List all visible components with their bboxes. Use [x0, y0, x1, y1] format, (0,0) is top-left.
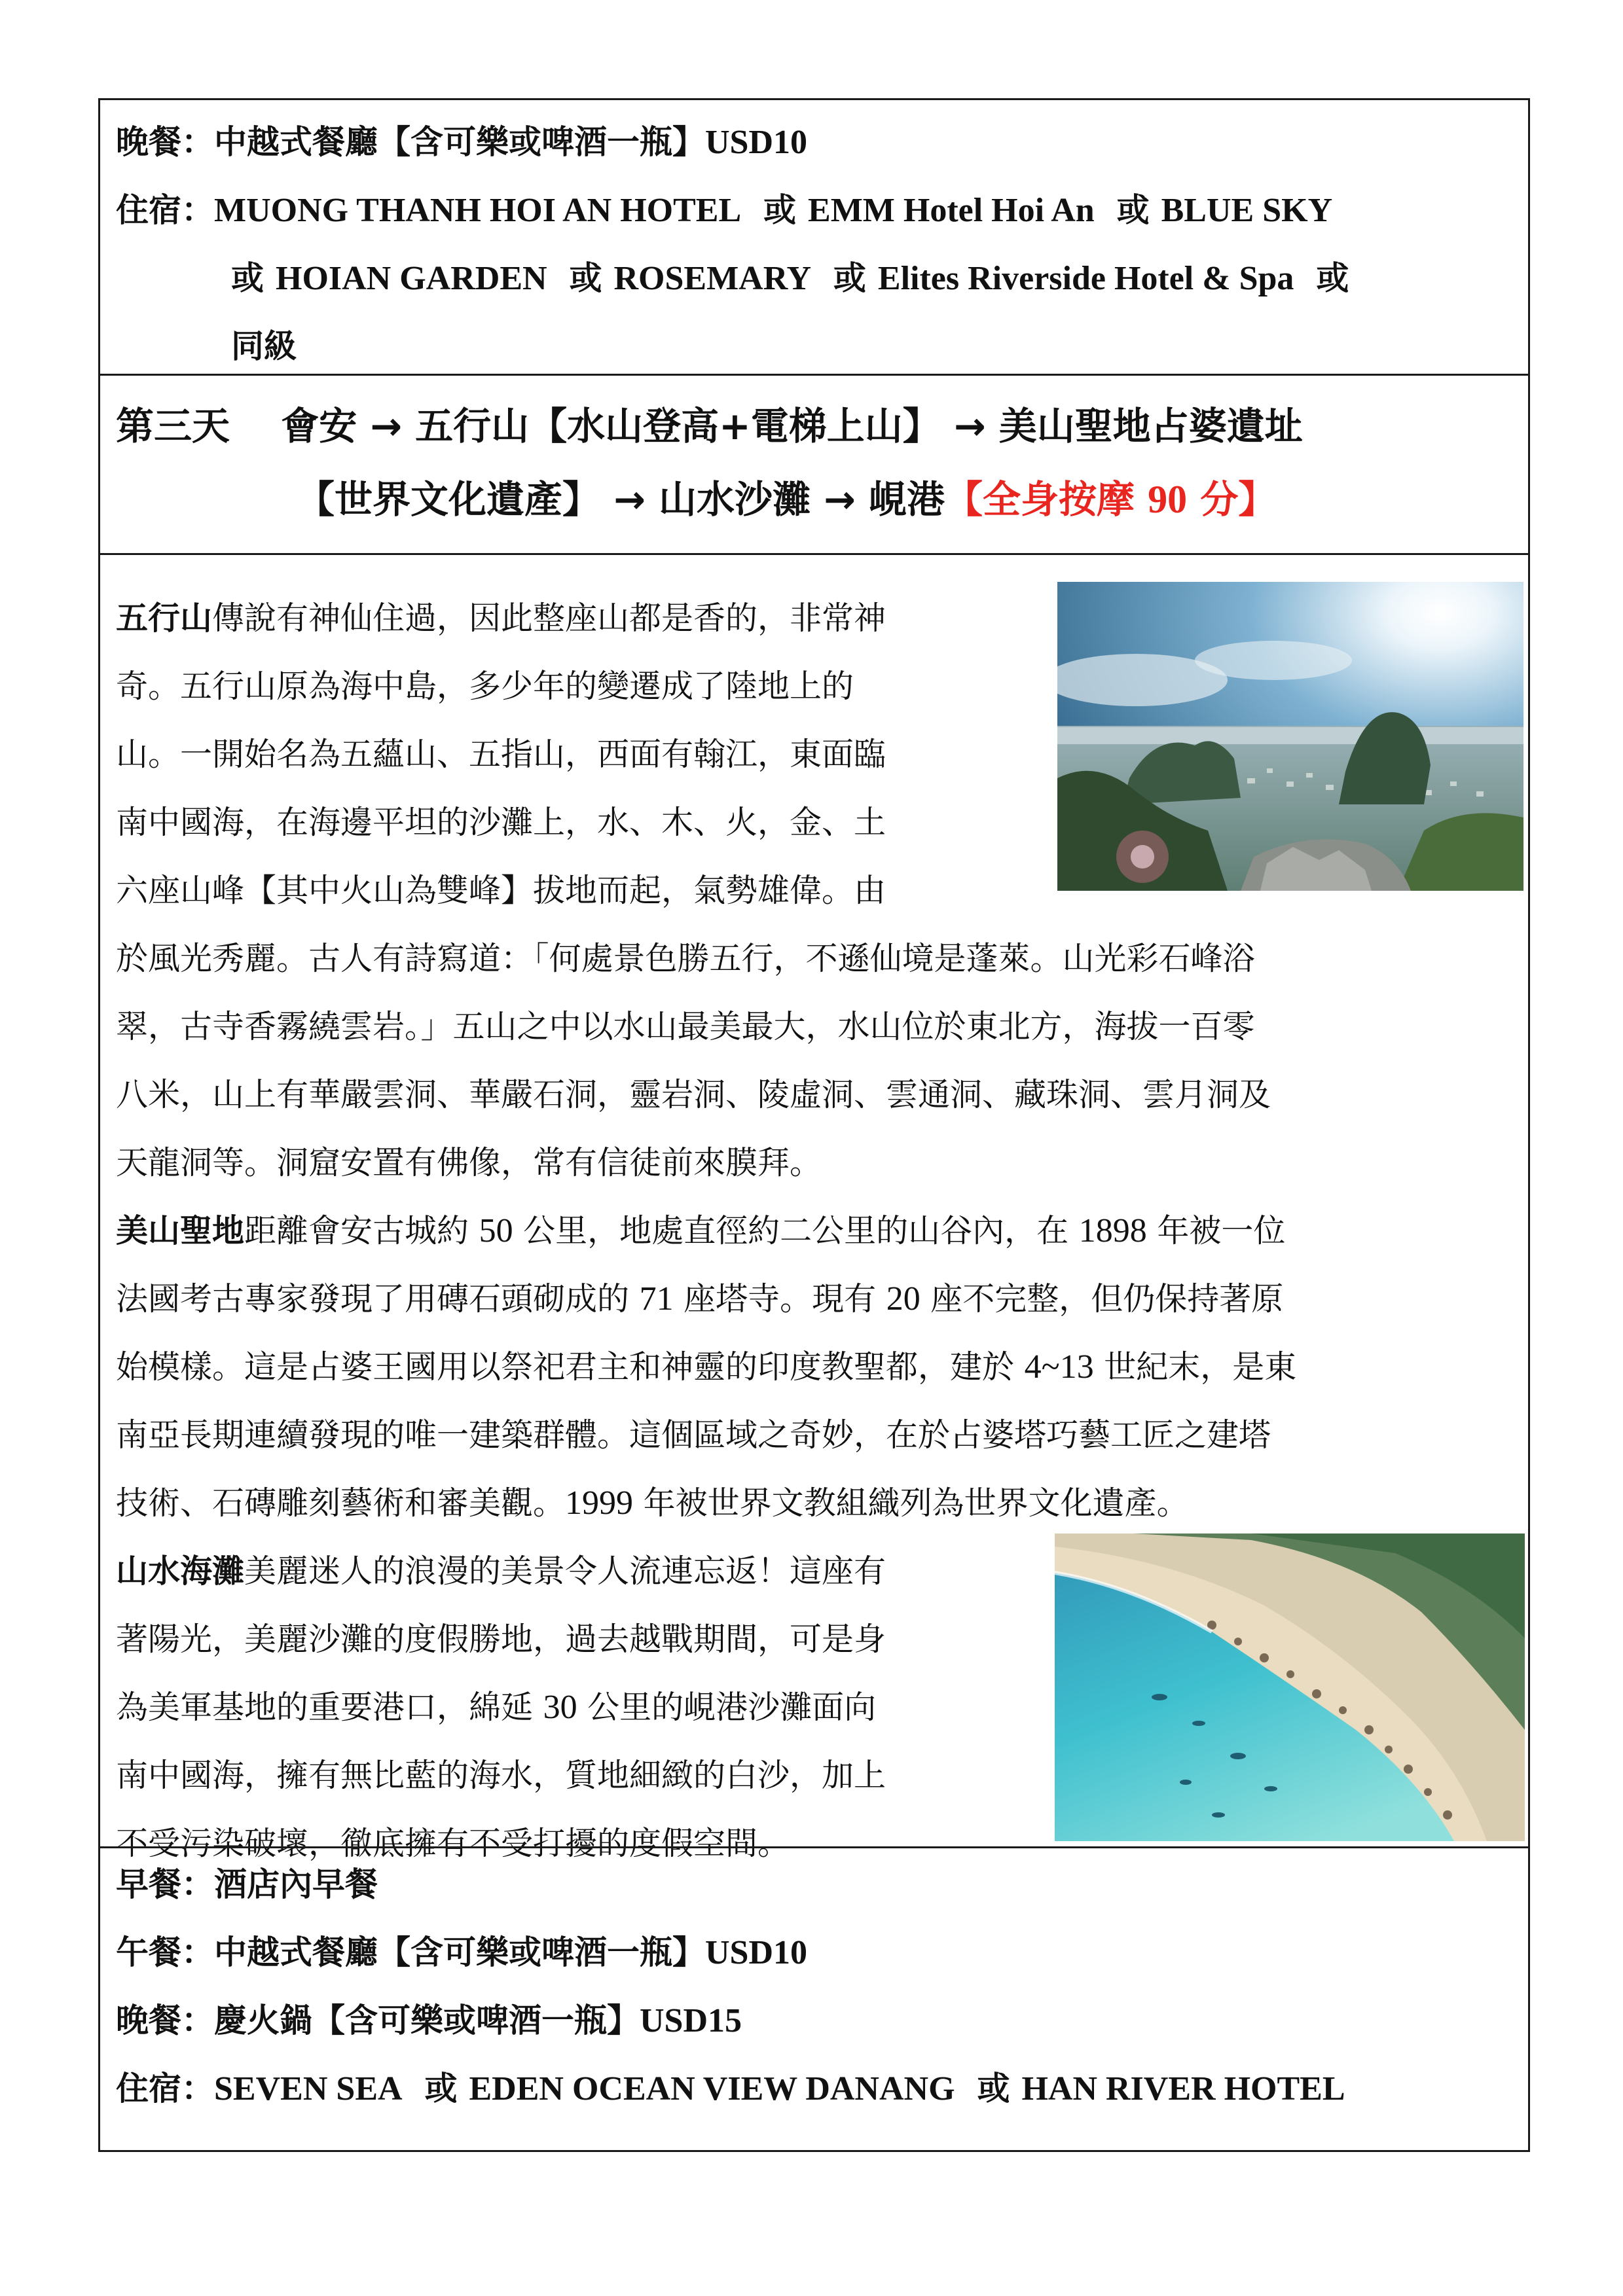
divider: [100, 374, 1528, 376]
hotel-row-2: [231, 244, 1349, 312]
day-title-line-2: [297, 463, 1276, 536]
day-title-route: 【世界文化遺產】 → 山水沙灘 → 峴港: [297, 477, 945, 522]
text-line: 不受污染破壞，徹底擁有不受打擾的度假空間。: [116, 1825, 790, 1862]
lunch-price: USD10: [705, 1934, 808, 1971]
hotel-row-1: [116, 176, 1332, 244]
text-segment: 座塔寺。現有: [673, 1280, 886, 1318]
hotel-row: [116, 2054, 1345, 2123]
or-text: 或: [763, 191, 797, 229]
paragraph-marble-mountains: [116, 584, 1271, 1197]
divider: [100, 1846, 1528, 1848]
hotel-name: HOIAN GARDEN: [276, 260, 547, 297]
text-segment: 美麗迷人的浪漫的美景令人流連忘返！這座有: [244, 1552, 886, 1590]
breakfast-row: [116, 1850, 378, 1918]
lunch-label: 午餐：: [116, 1933, 214, 1971]
massage-text: 【全身按摩: [944, 477, 1148, 522]
section-heading: 山水海灘: [116, 1552, 245, 1590]
number: 30: [543, 1689, 577, 1726]
hotel-name: BLUE SKY: [1161, 192, 1333, 229]
text-line: 山。一開始名為五蘊山、五指山，西面有翰江，東面臨: [116, 736, 886, 773]
text-line: 於風光秀麗。古人有詩寫道：「何處景色勝五行，不遜仙境是蓬萊。山光彩石峰浴: [116, 940, 1255, 977]
section-heading: 美山聖地: [116, 1212, 245, 1249]
text-line: 著陽光，美麗沙灘的度假勝地，過去越戰期間，可是身: [116, 1621, 886, 1658]
text-line: [116, 1265, 1296, 1333]
number: 20: [886, 1280, 921, 1318]
hotel-name: SEVEN SEA: [214, 2070, 403, 2108]
dinner-row: [116, 1986, 742, 2054]
itinerary-table: [98, 98, 1530, 2152]
text-line: 八米，山上有華嚴雲洞、華嚴石洞，靈岩洞、陵虛洞、雲通洞、藏珠洞、雲月洞及: [116, 1076, 1271, 1113]
massage-minutes: 90: [1148, 478, 1188, 521]
text-segment: 座不完整，但仍保持著原: [920, 1280, 1284, 1318]
hotel-label: 住宿：: [116, 191, 214, 229]
divider: [100, 553, 1528, 555]
text-line: 南亞長期連續發現的唯一建築群體。這個區域之奇妙，在於占婆塔巧藝工匠之建塔: [116, 1416, 1271, 1454]
text-segment: 公里的峴港沙灘面向: [577, 1689, 877, 1726]
or-text: 或: [231, 259, 264, 297]
section-heading: 五行山: [116, 600, 213, 637]
breakfast-text: 酒店內早餐: [214, 1865, 378, 1903]
lunch-row: [116, 1918, 807, 1986]
text-line: [116, 1197, 1296, 1265]
text-line: [116, 1674, 886, 1742]
dinner-label: 晚餐：: [116, 123, 214, 161]
massage-highlight: [945, 477, 1276, 522]
text-segment: 距離會安古城約: [244, 1212, 479, 1249]
text-segment: 法國考古專家發現了用磚石頭砌成的: [116, 1280, 640, 1318]
dinner-label: 晚餐：: [116, 2001, 214, 2039]
hotel-name: HAN RIVER HOTEL: [1021, 2070, 1345, 2108]
number: 4~13: [1024, 1348, 1094, 1386]
text-segment: 為美軍基地的重要港口，綿延: [116, 1689, 543, 1726]
text-segment: 年被一位: [1146, 1212, 1286, 1249]
dinner-price: USD15: [640, 2002, 742, 2039]
beach-image: [1055, 1534, 1525, 1841]
or-text: 或: [1116, 191, 1150, 229]
hotel-name: EMM Hotel Hoi An: [808, 192, 1095, 229]
hotel-name: EDEN OCEAN VIEW DANANG: [469, 2070, 955, 2108]
lunch-text: 中越式餐廳【含可樂或啤酒一瓶】: [214, 1933, 705, 1971]
or-text: 或: [424, 2070, 458, 2108]
or-text: 或: [569, 259, 602, 297]
hotel-label: 住宿：: [116, 2070, 214, 2108]
text-line: 南中國海，在海邊平坦的沙灘上，水、木、火，金、土: [116, 804, 886, 841]
paragraph-beach: [116, 1537, 886, 1878]
text-segment: 公里，地處直徑約二公里的山谷內，在: [513, 1212, 1079, 1249]
or-text: 或: [1316, 259, 1349, 297]
text-line: [116, 584, 1271, 653]
text-line: [116, 1469, 1296, 1537]
text-segment: 年被世界文教組織列為世界文化遺產。: [633, 1484, 1189, 1522]
number: 50: [479, 1212, 513, 1249]
breakfast-label: 早餐：: [116, 1865, 214, 1903]
text-line: [116, 1537, 886, 1605]
number: 1999: [565, 1484, 634, 1522]
or-text: 或: [977, 2070, 1010, 2108]
text-line: [116, 1333, 1296, 1401]
hotel-same-level: 同級: [231, 327, 297, 365]
number: 1898: [1078, 1212, 1147, 1249]
hotel-name: MUONG THANH HOI AN HOTEL: [214, 192, 742, 229]
text-line: 天龍洞等。洞窟安置有佛像，常有信徒前來膜拜。: [116, 1144, 822, 1181]
text-line: 翠，古寺香霧繞雲岩。」五山之中以水山最美最大，水山位於東北方，海拔一百零: [116, 1008, 1255, 1045]
dinner-text: 慶火鍋【含可樂或啤酒一瓶】: [214, 2001, 640, 2039]
number: 71: [639, 1280, 674, 1318]
hotel-row-3: [231, 312, 297, 380]
paragraph-my-son: [116, 1197, 1296, 1537]
text-segment: 世紀末，是東: [1093, 1348, 1297, 1386]
or-text: 或: [833, 259, 866, 297]
massage-unit: 分】: [1187, 477, 1277, 522]
text-line: 南中國海，擁有無比藍的海水，質地細緻的白沙，加上: [116, 1757, 886, 1794]
text-segment: 始模樣。這是占婆王國用以祭祀君主和神靈的印度教聖都，建於: [116, 1348, 1025, 1386]
text-segment: 傳說有神仙住過，因此整座山都是香的，非常神: [212, 600, 886, 637]
day-title-line-1: 第三天 會安 → 五行山【水山登高+電梯上山】 → 美山聖地占婆遺址: [116, 404, 1303, 448]
hotel-name: Elites Riverside Hotel & Spa: [877, 260, 1294, 297]
dinner-text: 中越式餐廳【含可樂或啤酒一瓶】: [214, 123, 705, 161]
text-segment: 技術、石磚雕刻藝術和審美觀。: [116, 1484, 566, 1522]
text-line: 奇。五行山原為海中島，多少年的變遷成了陸地上的: [116, 668, 854, 705]
text-line: 六座山峰【其中火山為雙峰】拔地而起，氣勢雄偉。由: [116, 872, 886, 909]
beach-photo: [1055, 1534, 1525, 1841]
hotel-name: ROSEMARY: [613, 260, 811, 297]
dinner-price: USD10: [705, 124, 808, 161]
dinner-row: [116, 108, 807, 176]
